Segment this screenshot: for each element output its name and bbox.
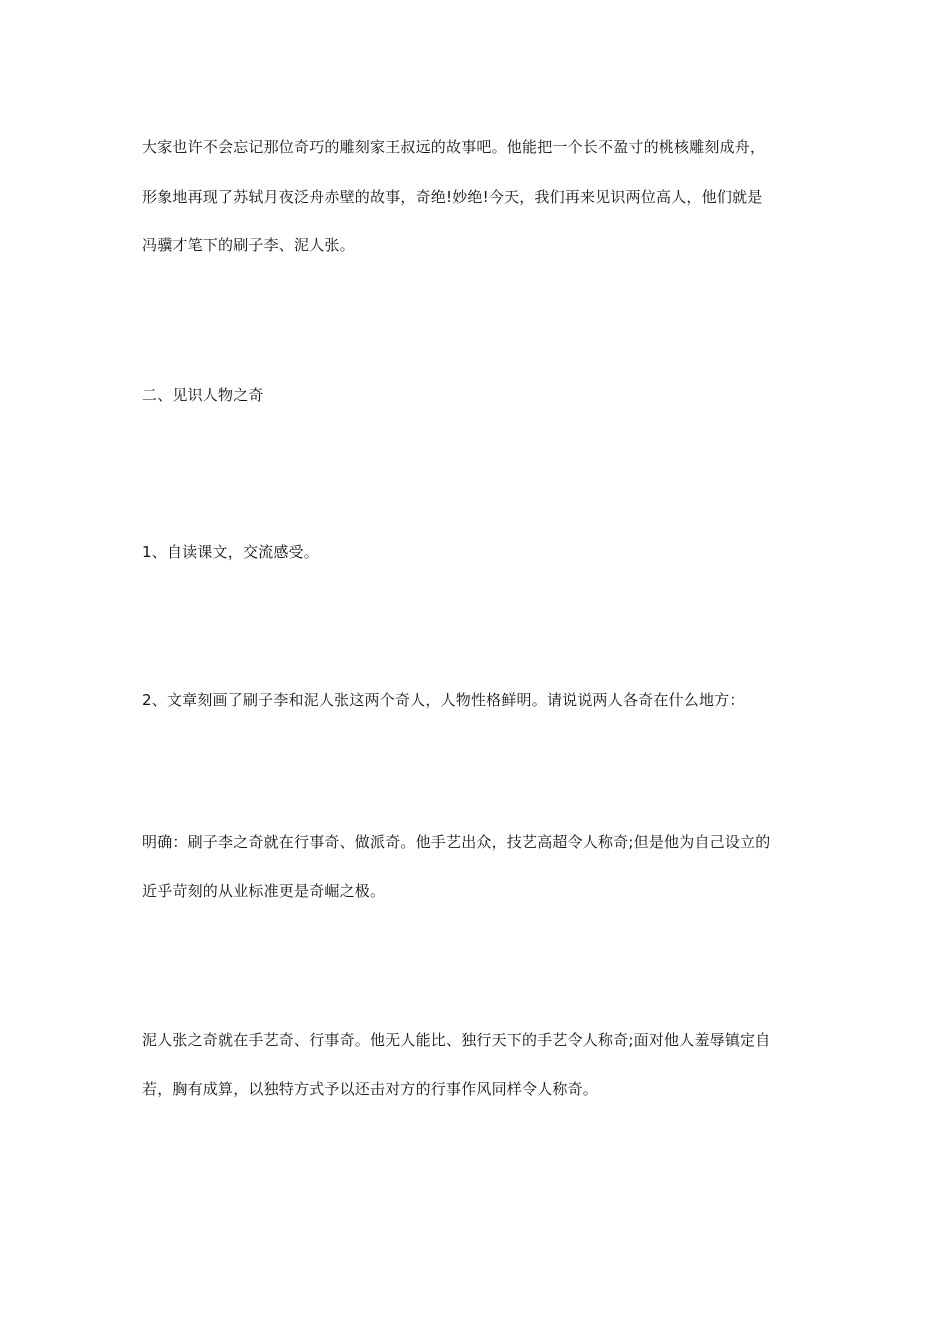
intro-line-3: 冯骥才笔下的刷子李、泥人张。 bbox=[142, 236, 355, 254]
answer-1-line-2: 近乎苛刻的从业标准更是奇崛之极。 bbox=[142, 882, 386, 900]
section-heading: 二、见识人物之奇 bbox=[142, 386, 264, 404]
step-1-text: 1、自读课文，交流感受。 bbox=[142, 543, 319, 561]
intro-line-1: 大家也许不会忘记那位奇巧的雕刻家王叔远的故事吧。他能把一个长不盈寸的桃核雕刻成舟， bbox=[142, 138, 766, 156]
answer-1-line-1: 明确：刷子李之奇就在行事奇、做派奇。他手艺出众，技艺高超令人称奇;但是他为自己设立的 bbox=[142, 833, 771, 851]
answer-2-line-1: 泥人张之奇就在手艺奇、行事奇。他无人能比、独行天下的手艺令人称奇;面对他人羞辱镇定自 bbox=[142, 1031, 771, 1049]
answer-2-line-2: 若，胸有成算，以独特方式予以还击对方的行事作风同样令人称奇。 bbox=[142, 1080, 599, 1098]
step-2-text: 2、文章刻画了刷子李和泥人张这两个奇人，人物性格鲜明。请说说两人各奇在什么地方： bbox=[142, 691, 745, 709]
intro-line-2: 形象地再现了苏轼月夜泛舟赤壁的故事，奇绝!妙绝!今天，我们再来见识两位高人，他们就是 bbox=[142, 188, 763, 206]
